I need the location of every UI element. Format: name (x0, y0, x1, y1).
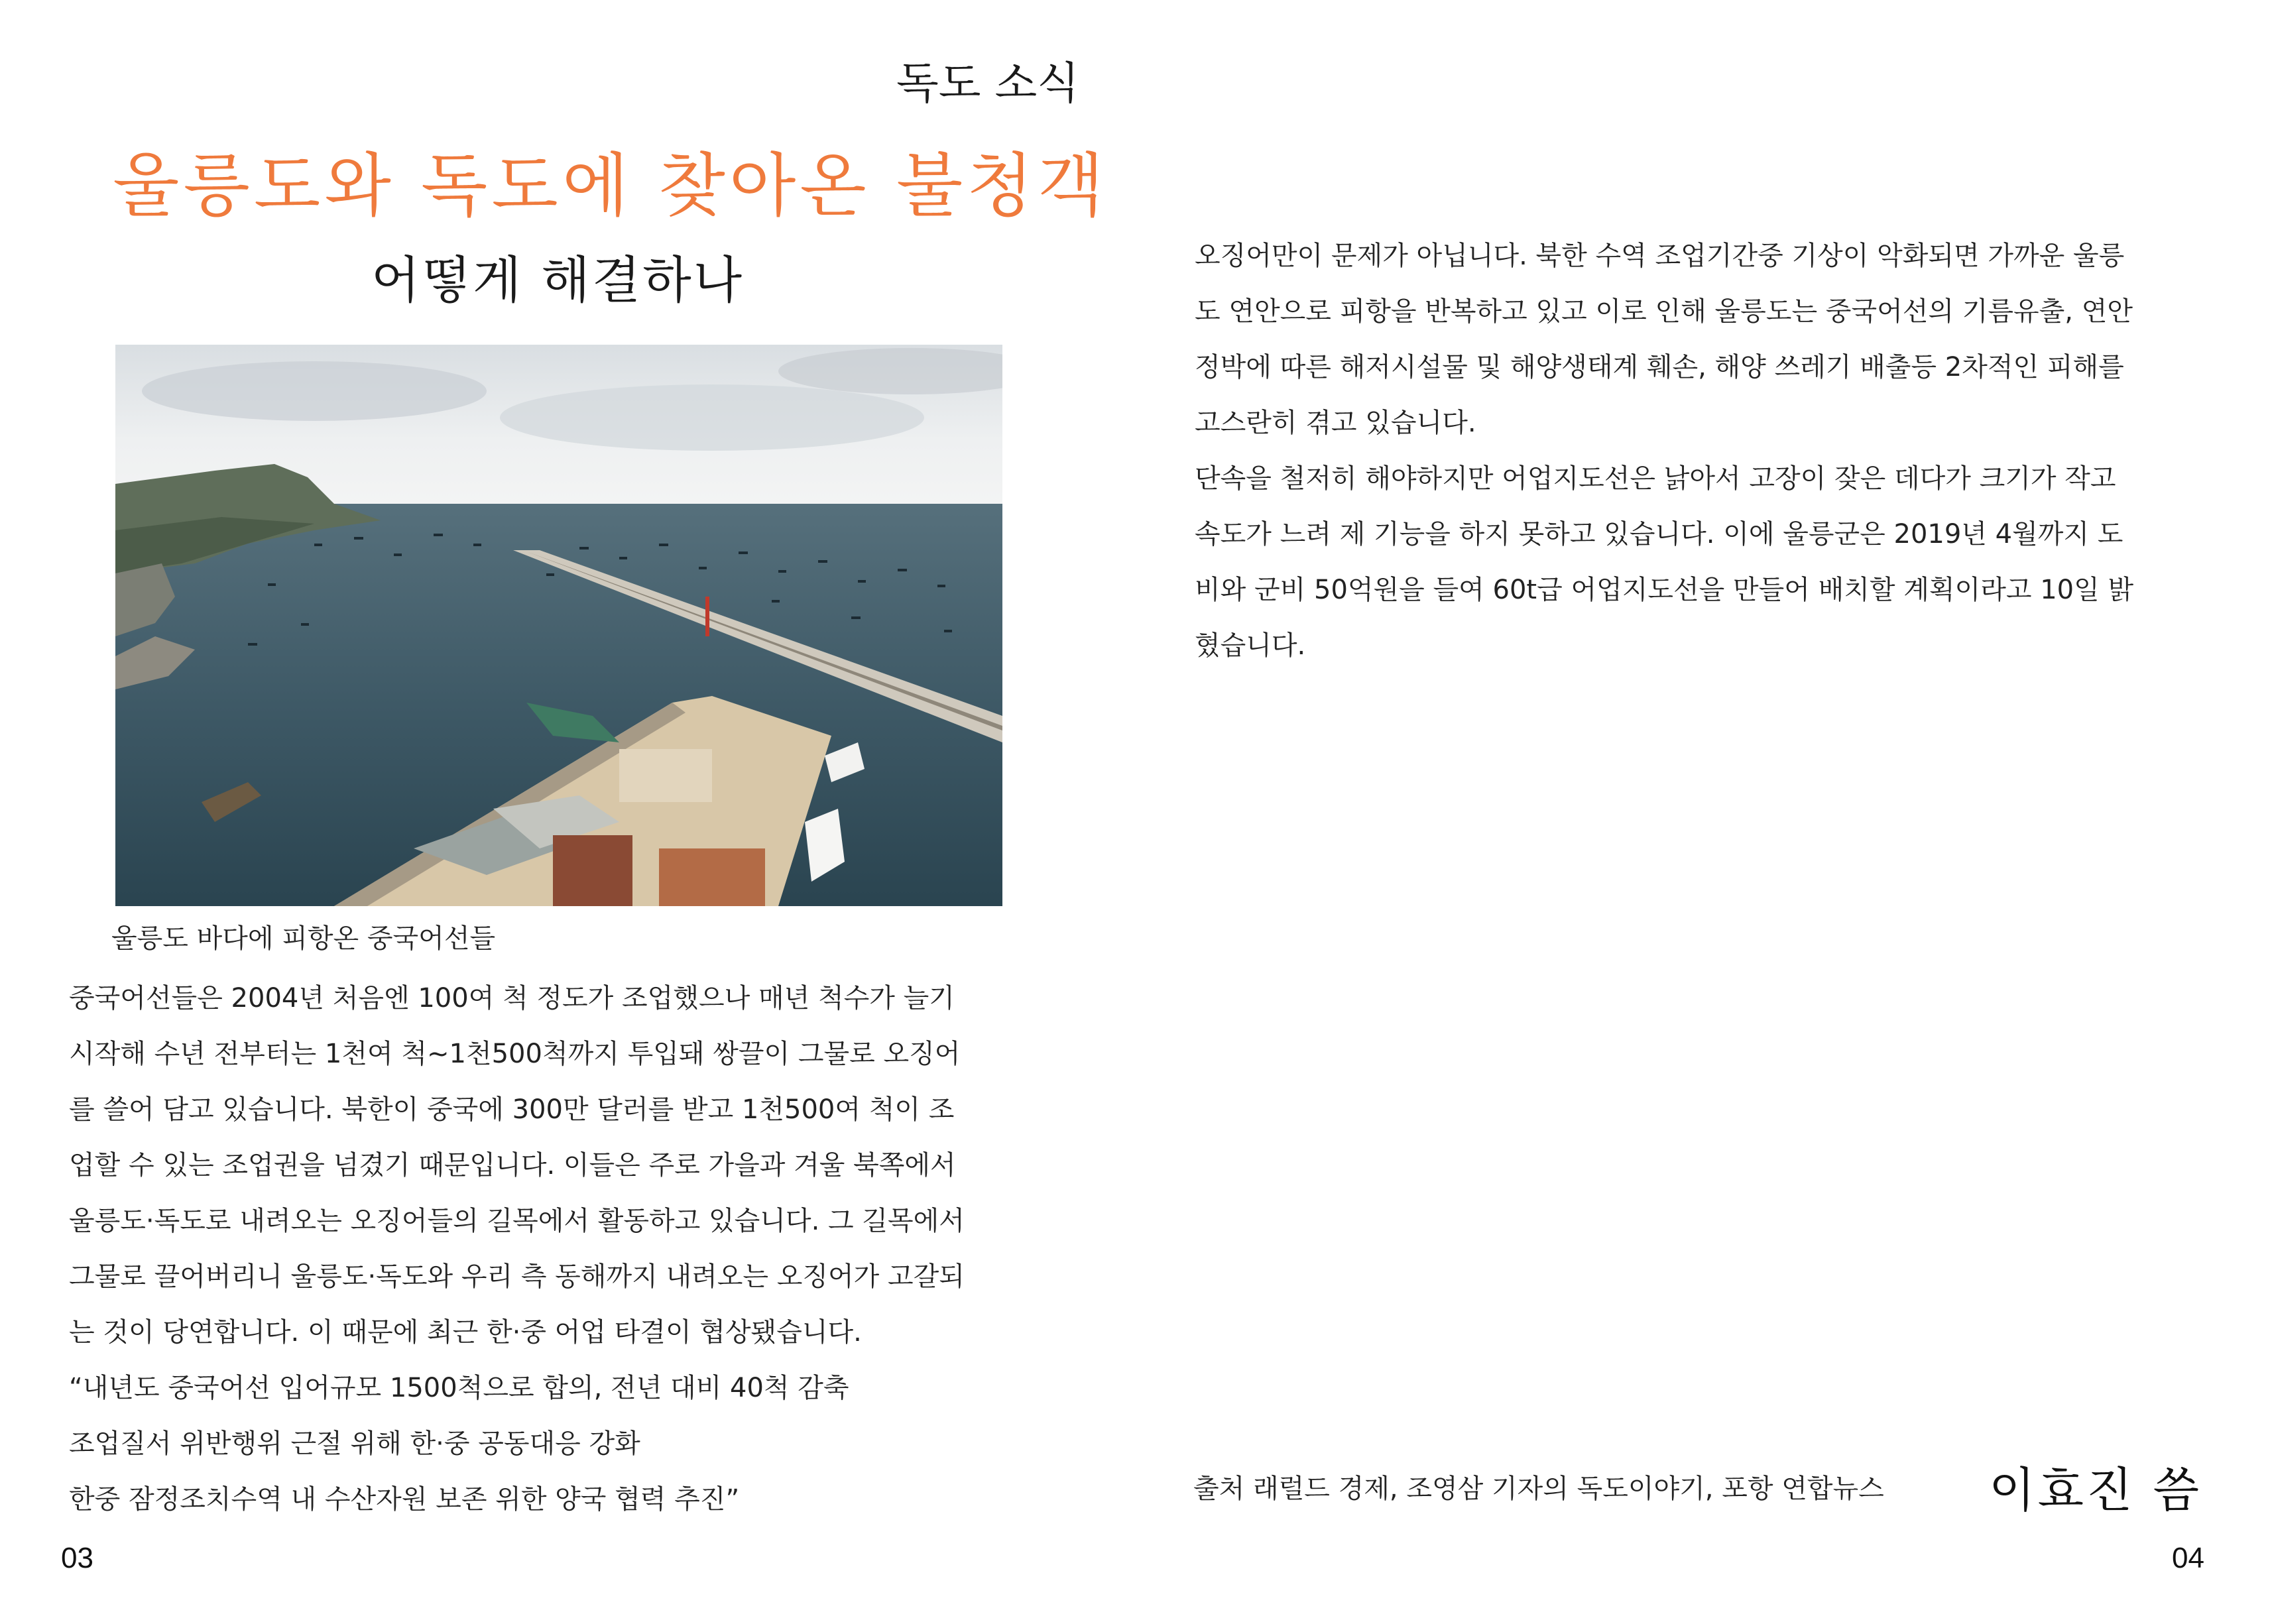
author-byline: 이효진 씀 (1989, 1462, 2202, 1518)
body-line: 정박에 따른 해저시설물 및 해양생태계 훼손, 해양 쓰레기 배출등 2차적인 피해를 (1195, 352, 2124, 382)
source-credit: 출처 래럴드 경제, 조영삼 기자의 독도이야기, 포항 연합뉴스 (1193, 1474, 1884, 1504)
page-number-left: 03 (61, 1542, 93, 1574)
body-line: 업할 수 있는 조업권을 넘겼기 때문입니다. 이들은 주로 가을과 겨울 북쪽에서 (69, 1150, 956, 1181)
page-number-right: 04 (2172, 1542, 2204, 1574)
body-line: 고스란히 겪고 있습니다. (1195, 408, 1476, 438)
right-body-text (1195, 228, 2133, 673)
left-body-text (69, 970, 965, 1360)
quote-line: 한중 잠정조치수역 내 수산자원 보존 위한 양국 협력 추진” (69, 1484, 740, 1515)
harbor-photo (115, 345, 1002, 906)
body-line: 는 것이 당연합니다. 이 때문에 최근 한·중 어업 타결이 협상됐습니다. (69, 1317, 862, 1348)
body-line: 를 쓸어 담고 있습니다. 북한이 중국에 300만 달러를 받고 1천500여 척이 조 (69, 1094, 955, 1125)
body-line: 울릉도·독도로 내려오는 오징어들의 길목에서 활동하고 있습니다. 그 길목에서 (69, 1206, 965, 1236)
body-line: 혔습니다. (1195, 630, 1306, 661)
article-subtitle: 어떻게 해결하나 (371, 251, 745, 310)
body-line: 중국어선들은 2004년 처음엔 100여 척 정도가 조업했으나 매년 척수가 늘기 (69, 983, 955, 1014)
section-label: 독도 소식 (896, 58, 1079, 109)
agreement-quote (69, 1360, 849, 1527)
body-line: 도 연안으로 피항을 반복하고 있고 이로 인해 울릉도는 중국어선의 기름유출, 연안 (1195, 296, 2133, 327)
quote-line: 조업질서 위반행위 근절 위해 한·중 공동대응 강화 (69, 1428, 640, 1459)
body-line: 비와 군비 50억원을 들여 60t급 어업지도선을 만들어 배치할 계획이라고 10일 밝 (1195, 575, 2134, 605)
article-title: 울릉도와 독도에 찾아온 불청객 (113, 145, 1108, 226)
body-line: 속도가 느려 제 기능을 하지 못하고 있습니다. 이에 울릉군은 2019년 4월까지 도 (1195, 519, 2123, 550)
quote-line: “내년도 중국어선 입어규모 1500척으로 합의, 전년 대비 40척 감축 (69, 1373, 849, 1403)
body-line: 시작해 수년 전부터는 1천여 척~1천500척까지 투입돼 쌍끌이 그물로 오징어 (69, 1039, 961, 1069)
body-line: 오징어만이 문제가 아닙니다. 북한 수역 조업기간중 기상이 악화되면 가까운 울릉 (1195, 241, 2125, 271)
body-line: 그물로 끌어버리니 울릉도·독도와 우리 측 동해까지 내려오는 오징어가 고갈되 (69, 1261, 965, 1292)
photo-caption: 울릉도 바다에 피항온 중국어선들 (111, 923, 496, 954)
body-line: 단속을 철저히 해야하지만 어업지도선은 낡아서 고장이 잦은 데다가 크기가 작고 (1195, 463, 2116, 494)
